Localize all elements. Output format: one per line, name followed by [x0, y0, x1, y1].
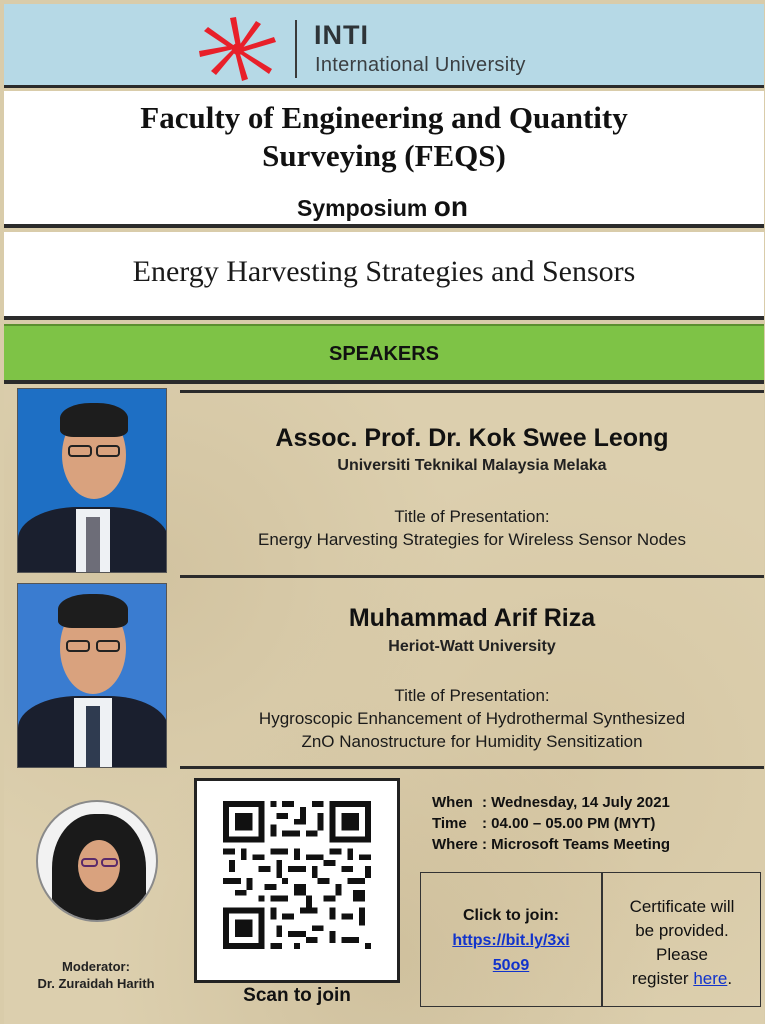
register-here-link[interactable]: here: [693, 969, 728, 988]
join-link-line1[interactable]: https://bit.ly/3xi: [452, 932, 570, 949]
symposium-on: on: [433, 191, 468, 222]
certificate-line4: [603, 967, 761, 991]
topic-panel: [4, 232, 764, 320]
inti-star-logo-icon: [196, 16, 280, 82]
event-venue-row: [432, 834, 670, 855]
faculty-title-line1: Faculty of Engineering and Quantity: [140, 100, 628, 135]
qr-caption: Scan to join: [243, 985, 351, 1006]
speaker-1-photo: [17, 388, 167, 573]
speaker-2-photo: [17, 583, 167, 768]
event-date-row: [432, 792, 670, 813]
faculty-title: [4, 99, 764, 175]
speaker-2-name: Muhammad Arif Riza: [348, 604, 596, 632]
speaker-2-top-rule: [180, 575, 764, 578]
moderator-caption: [20, 958, 172, 992]
join-label: Click to join:: [463, 907, 559, 924]
speaker-1-name: Assoc. Prof. Dr. Kok Swee Leong: [275, 424, 669, 452]
qr-code-icon: [223, 801, 371, 949]
moderator-photo: [36, 800, 158, 922]
logo-inti-text: INTI: [314, 20, 369, 50]
join-info-table: [420, 872, 761, 1007]
symposium-prefix: Symposium: [297, 195, 434, 221]
certificate-line1: Certificate will: [629, 897, 735, 916]
logo-subtitle: International University: [315, 54, 526, 76]
event-time-value: : 04.00 – 05.00 PM (MYT): [482, 815, 656, 832]
event-details: [432, 792, 670, 855]
certificate-line3: Please: [656, 945, 708, 964]
qr-code-box[interactable]: [194, 778, 400, 983]
speaker-1-affiliation: Universiti Teknikal Malaysia Melaka: [337, 457, 607, 474]
speaker-2-title-line1: Hygroscopic Enhancement of Hydrothermal Synthesized: [258, 709, 686, 728]
moderator-label: Moderator:: [62, 959, 130, 974]
event-venue-key: Where: [432, 836, 478, 853]
speaker-2-title-line2: ZnO Nanostructure for Humidity Sensitization: [301, 732, 643, 751]
certificate-line2: be provided.: [635, 921, 729, 940]
faculty-title-line2: Surveying (FEQS): [262, 138, 506, 173]
speaker-1-title-line1: Energy Harvesting Strategies for Wireless Sensor Nodes: [257, 530, 686, 549]
event-venue-value: : Microsoft Teams Meeting: [482, 836, 671, 853]
join-cell: [421, 903, 601, 978]
speakers-bottom-rule: [180, 766, 764, 769]
event-time-key: Time: [432, 815, 467, 832]
speaker-2-affiliation: Heriot-Watt University: [388, 638, 556, 655]
event-date-value: : Wednesday, 14 July 2021: [482, 794, 670, 811]
speakers-label: SPEAKERS: [328, 343, 440, 365]
moderator-name: Dr. Zuraidah Harith: [37, 976, 155, 991]
certificate-cell: [603, 895, 761, 991]
logo-divider: [295, 20, 297, 78]
event-time-row: [432, 813, 670, 834]
header-banner: [4, 4, 764, 88]
speaker-2-presentation: [180, 684, 764, 753]
speaker-1-top-rule: [180, 390, 764, 393]
join-link[interactable]: [421, 928, 601, 978]
speaker-2-title-label: Title of Presentation:: [394, 686, 550, 705]
speaker-1-presentation: [180, 505, 764, 551]
speaker-1-title-label: Title of Presentation:: [394, 507, 550, 526]
speakers-banner: [4, 324, 764, 384]
event-date-key: When: [432, 794, 473, 811]
symposium-topic: Energy Harvesting Strategies and Sensors: [132, 255, 636, 288]
symposium-heading: [0, 191, 765, 223]
register-suffix: .: [727, 969, 733, 988]
register-prefix: register: [631, 969, 694, 988]
join-link-line2[interactable]: 50o9: [492, 957, 530, 974]
